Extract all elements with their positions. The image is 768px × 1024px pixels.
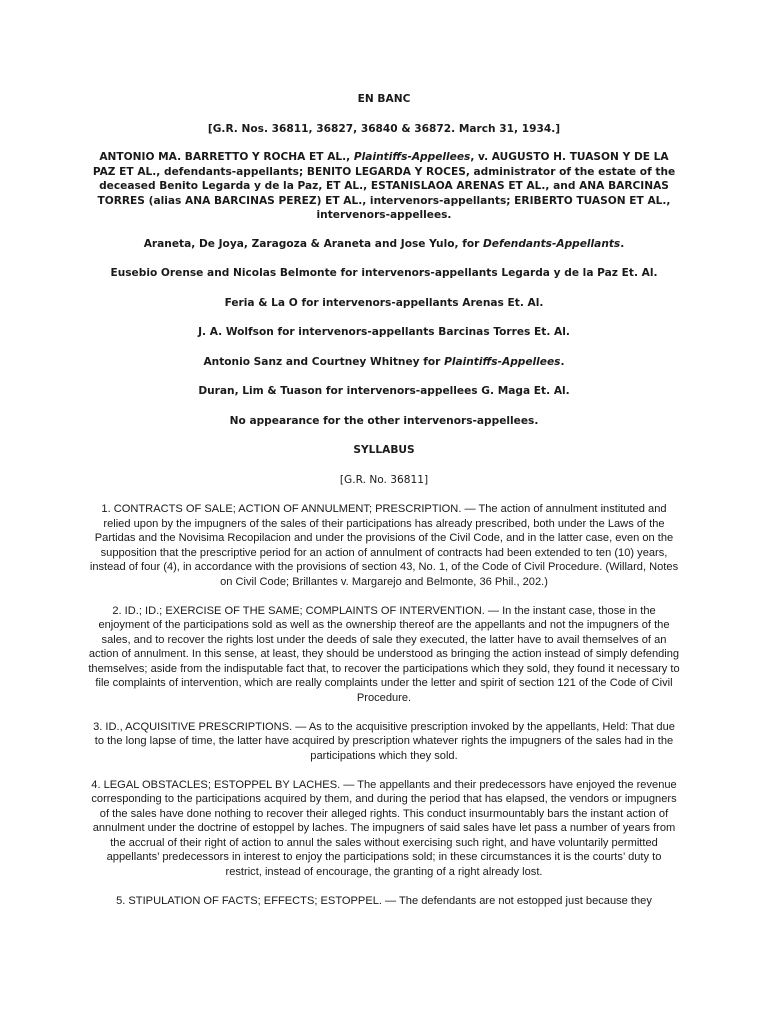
syllabus-paragraph: 2. ID.; ID.; EXERCISE OF THE SAME; COMPLAINTS OF INTERVENTION. — In the instant case, those in the enjoyment of the participations sold as well as the ownership thereof are the appellants and not the impugners of the sales, and to recover the rights lost under the deeds of sale they executed, the latter have to avail themselves of an action of annulment. In this sense, at least, they should be understood as bringing the action instead of simply defending themselves; aside from the indisputable fact that, to recover the participations which they sold, they found it necessary to file complaints of intervention, which are really complaints under the letter and spirit of section 121 of the Code of Civil Procedure. <box>88 604 680 704</box>
court-heading: EN BANC <box>357 93 411 105</box>
syllabus-heading: SYLLABUS <box>353 444 415 456</box>
counsel-text: Eusebio Orense and Nicolas Belmonte for intervenors-appellants Legarda y de la Paz Et. Al. <box>110 267 658 279</box>
counsel-line <box>88 355 680 370</box>
counsel-tail: . <box>560 355 565 368</box>
syllabus-paragraph: 3. ID., ACQUISITIVE PRESCRIPTIONS. — As to the acquisitive prescription invoked by the appellants, Held: That due to the long lapse of time, the latter have acquired by prescription whatever rights the impugners of the sales had in the participations which they sold. <box>93 720 675 762</box>
syllabus-paragraph: 1. CONTRACTS OF SALE; ACTION OF ANNULMENT; PRESCRIPTION. — The action of annulment instituted and relied upon by the impugners of the sales of their participations has already prescribed, both under the Laws of the Partidas and the Novisima Recopilacion and under the provisions of the Civil Code, and in the latter case, even on the supposition that the prescriptive period for an action of annulment of contracts had been extended to ten (10) years, instead of four (4), in accordance with the provisions of section 43, No. 1, of the Code of Civil Procedure. (Willard, Notes on Civil Code; Brillantes v. Margarejo and Belmonte, 36 Phil., 202.) <box>89 503 679 588</box>
counsel-text: Araneta, De Joya, Zaragoza & Araneta and Jose Yulo, for <box>143 237 484 250</box>
sub-case-number: [G.R. No. 36811] <box>339 473 429 486</box>
counsel-text: Feria & La O for intervenors-appellants Arenas Et. Al. <box>224 296 544 309</box>
counsel-text: No appearance for the other intervenors-appellees. <box>229 414 539 427</box>
counsel-line <box>88 237 680 252</box>
parties-part-2: , v. AUGUSTO H. TUASON Y DE LA PAZ ET AL., defendants-appellants; BENITO LEGARDA Y ROCES, administrator of the estate of the deceased Benito Legarda y de la Paz, ET AL., ESTANISLAOA ARENAS ET AL., and ANA BARCINAS TORRES (alias ANA BARCINAS PEREZ) ET AL., intervenors-appellants; ERIBERTO TUASON ET AL., intervenors-appellees. <box>92 151 676 221</box>
counsel-line <box>88 266 680 281</box>
counsel-role: Defendants-Appellants <box>483 237 621 250</box>
counsel-tail: . <box>620 237 625 250</box>
counsel-text: Duran, Lim & Tuason for intervenors-appellees G. Maga Et. Al. <box>198 385 570 397</box>
syllabus-paragraph: 5. STIPULATION OF FACTS; EFFECTS; ESTOPPEL. — The defendants are not estopped just because they <box>116 894 652 907</box>
syllabus-paragraph: 4. LEGAL OBSTACLES; ESTOPPEL BY LACHES. — The appellants and their predecessors have enjoyed the revenue corresponding to the participations acquired by them, and during the period that has elapsed, the vendors or impugners of the sales have done nothing to recover their alleged rights. This conduct insurmountably bars the instant action of annulment under the doctrine of estoppel by laches. The impugners of said sales have let pass a number of years from the accrual of their right of action to annul the sales without exercising such right, and have voluntarily permitted appellants’ predecessors in interest to enjoy the participations sold; in these circumstances it is the courts’ duty to restrict, instead of encourage, the granting of a right already lost. <box>91 778 677 878</box>
case-number: [G.R. Nos. 36811, 36827, 36840 & 36872. March 31, 1934.] <box>207 122 561 135</box>
counsel-line <box>88 384 680 399</box>
counsel-line <box>88 296 680 311</box>
document-page <box>88 92 680 923</box>
counsel-text: Antonio Sanz and Courtney Whitney for <box>203 355 445 368</box>
case-parties <box>88 150 680 223</box>
counsel-role: Plaintiffs-Appellees <box>444 355 561 368</box>
parties-part-1: ANTONIO MA. BARRETTO Y ROCHA ET AL., <box>99 151 354 163</box>
counsel-line <box>88 325 680 340</box>
counsel-line <box>88 414 680 429</box>
counsel-text: J. A. Wolfson for intervenors-appellants Barcinas Torres Et. Al. <box>198 326 570 338</box>
parties-role: Plaintiffs-Appellees <box>353 151 471 163</box>
